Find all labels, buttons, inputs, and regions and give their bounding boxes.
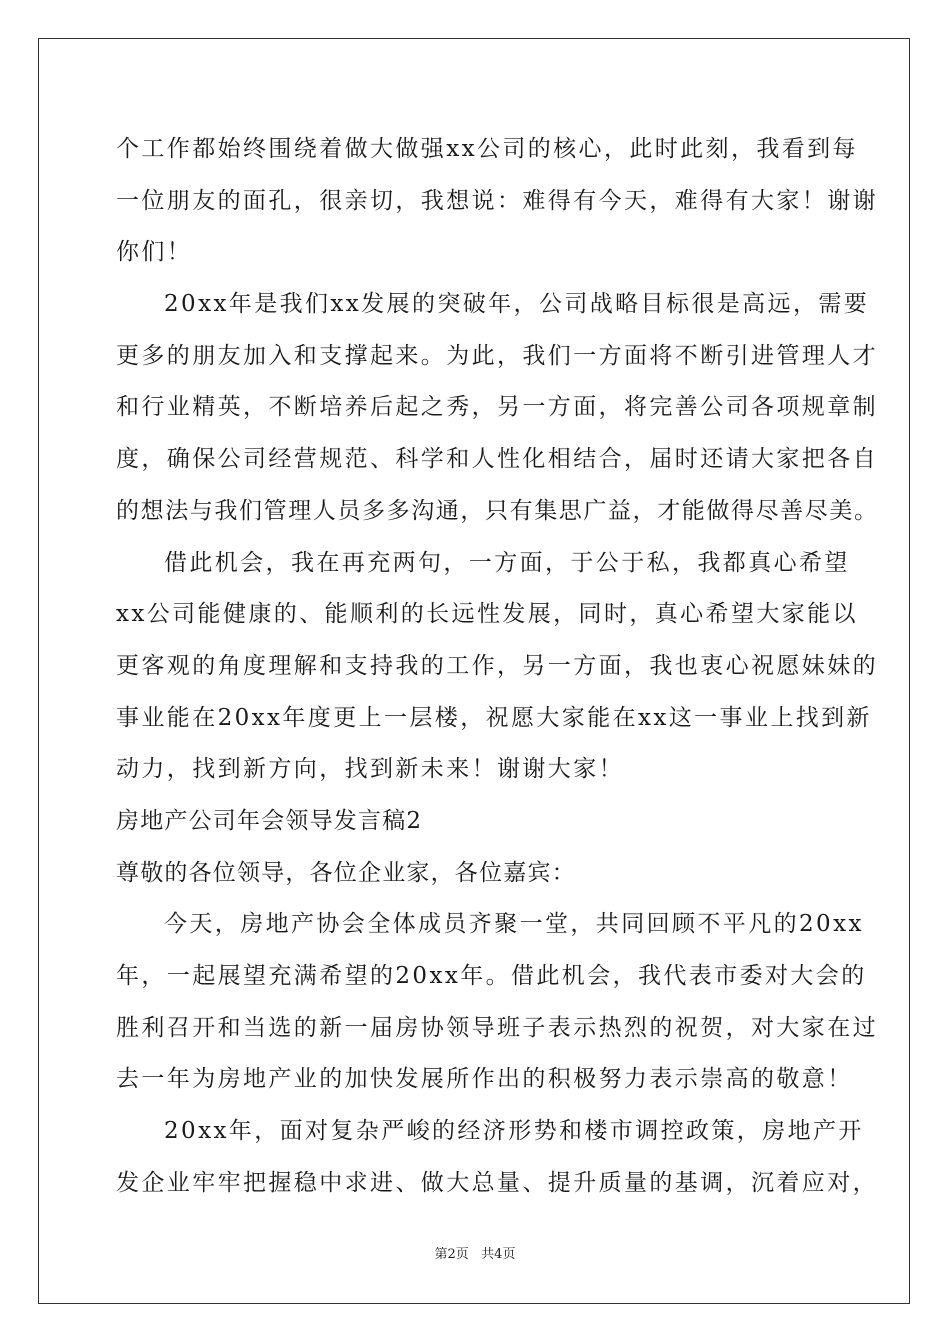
- text-line: 个工作都始终围绕着做大做强xx公司的核心，此时此刻，我看到每: [116, 136, 858, 162]
- text-line: 动力，找到新方向，找到新未来！谢谢大家！: [116, 756, 624, 783]
- salutation: 尊敬的各位领导，各位企业家，各位嘉宾：: [116, 859, 576, 886]
- text-line: 和行业精英，不断培养后起之秀，另一方面，将完善公司各项规章制: [116, 394, 878, 421]
- text-line: 发企业牢牢把握稳中求进、做大总量、提升质量的基调，沉着应对，: [116, 1169, 878, 1196]
- text-line: 你们！: [116, 239, 193, 266]
- text-line: 的想法与我们管理人员多多沟通，只有集思广益，才能做得尽善尽美。: [116, 497, 879, 524]
- paragraph-first-line: 借此机会，我在再充两句，一方面，于公于私，我都真心希望: [164, 549, 850, 576]
- text-line: 事业能在20xx年度更上一层楼，祝愿大家能在xx这一事业上找到新: [116, 704, 872, 731]
- text-line: 一位朋友的面孔，很亲切，我想说：难得有今天，难得有大家！谢谢: [116, 187, 878, 214]
- text-line: 去一年为房地产业的加快发展所作出的积极努力表示崇高的敬意！: [116, 1066, 853, 1093]
- paragraph-first-line: 20xx年是我们xx发展的突破年，公司战略目标很是高远，需要: [164, 291, 870, 318]
- text-line: 更多的朋友加入和支撑起来。为此，我们一方面将不断引进管理人才: [116, 342, 878, 369]
- text-line: 年，一起展望充满希望的20xx年。借此机会，我代表市委对大会的: [116, 963, 867, 989]
- text-line: 胜利召开和当选的新一届房协领导班子表示热烈的祝贺，对大家在过: [116, 1014, 878, 1041]
- document-body: [116, 124, 879, 1209]
- paragraph-first-line: 今天，房地产协会全体成员齐聚一堂，共同回顾不平凡的20xx: [164, 911, 864, 938]
- page-number: 第2页 共4页: [434, 1247, 516, 1262]
- section-title: 房地产公司年会领导发言稿2: [116, 807, 423, 834]
- text-line: 更客观的角度理解和支持我的工作，另一方面，我也衷心祝愿妹妹的: [116, 652, 878, 679]
- paragraph-first-line: 20xx年，面对复杂严峻的经济形势和楼市调控政策，房地产开: [164, 1118, 864, 1145]
- text-line: 度，确保公司经营规范、科学和人性化相结合，届时还请大家把各自: [116, 446, 878, 473]
- text-line: xx公司能健康的、能顺利的长远性发展，同时，真心希望大家能以: [116, 601, 858, 628]
